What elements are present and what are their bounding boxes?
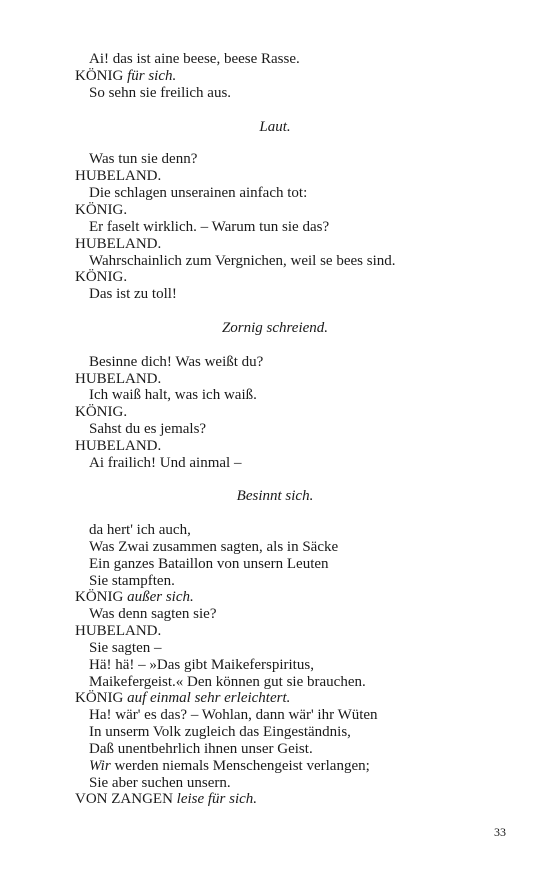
verse-line: Was tun sie denn? xyxy=(89,151,198,167)
verse-line: Sie stampften. xyxy=(89,573,175,589)
speaker-line: HUBELAND. xyxy=(75,371,162,387)
verse-line: Sie sagten – xyxy=(89,640,162,656)
speaker-line: KÖNIG. xyxy=(75,202,128,218)
verse-line: Maikefergeist.« Den können gut sie brauchen. xyxy=(89,674,366,690)
speaker-line: KÖNIG. xyxy=(75,269,128,285)
verse-line: da hert' ich auch, xyxy=(89,522,191,538)
speaker-line: HUBELAND. xyxy=(75,623,162,639)
verse-line: Ai! das ist aine beese, beese Rasse. xyxy=(89,51,300,67)
stage-direction: Besinnt sich. xyxy=(236,488,314,504)
verse-line: Daß unentbehrlich ihnen unser Geist. xyxy=(89,741,313,757)
verse-line: Das ist zu toll! xyxy=(89,286,177,302)
speaker-line: KÖNIG für sich. xyxy=(75,68,177,84)
speaker-line: HUBELAND. xyxy=(75,236,162,252)
page-number: 33 xyxy=(494,825,506,839)
speaker-line: HUBELAND. xyxy=(75,438,162,454)
stage-direction: Zornig schreiend. xyxy=(221,320,329,336)
verse-line: Sie aber suchen unsern. xyxy=(89,775,231,791)
verse-line: Ein ganzes Bataillon von unsern Leuten xyxy=(89,556,329,572)
verse-line: Wir werden niemals Menschengeist verlangen; xyxy=(89,758,370,774)
verse-line: Was Zwai zusammen sagten, als in Säcke xyxy=(89,539,339,555)
speaker-line: KÖNIG außer sich. xyxy=(75,589,194,605)
speaker-line: KÖNIG. xyxy=(75,404,128,420)
verse-line: In unserm Volk zugleich das Eingeständnis, xyxy=(89,724,351,740)
verse-line: Ha! wär' es das? – Wohlan, dann wär' ihr Wüten xyxy=(89,707,378,723)
speaker-line: HUBELAND. xyxy=(75,168,162,184)
verse-line: Sahst du es jemals? xyxy=(89,421,207,437)
verse-line: Wahrschainlich zum Vergnichen, weil se bees sind. xyxy=(89,253,396,269)
verse-line: Ich waiß halt, was ich waiß. xyxy=(89,387,257,403)
verse-line: Was denn sagten sie? xyxy=(89,606,217,622)
speaker-line: KÖNIG auf einmal sehr erleichtert. xyxy=(75,690,291,706)
verse-line: Besinne dich! Was weißt du? xyxy=(89,354,264,370)
speaker-line: VON ZANGEN leise für sich. xyxy=(75,791,258,807)
verse-line: Ai frailich! Und ainmal – xyxy=(89,455,242,471)
stage-direction: Laut. xyxy=(259,119,291,135)
verse-line: Hä! hä! – »Das gibt Maikeferspiritus, xyxy=(89,657,314,673)
verse-line: Er faselt wirklich. – Warum tun sie das? xyxy=(89,219,330,235)
verse-line: Die schlagen unserainen ainfach tot: xyxy=(89,185,308,201)
verse-line: So sehn sie freilich aus. xyxy=(89,85,232,101)
